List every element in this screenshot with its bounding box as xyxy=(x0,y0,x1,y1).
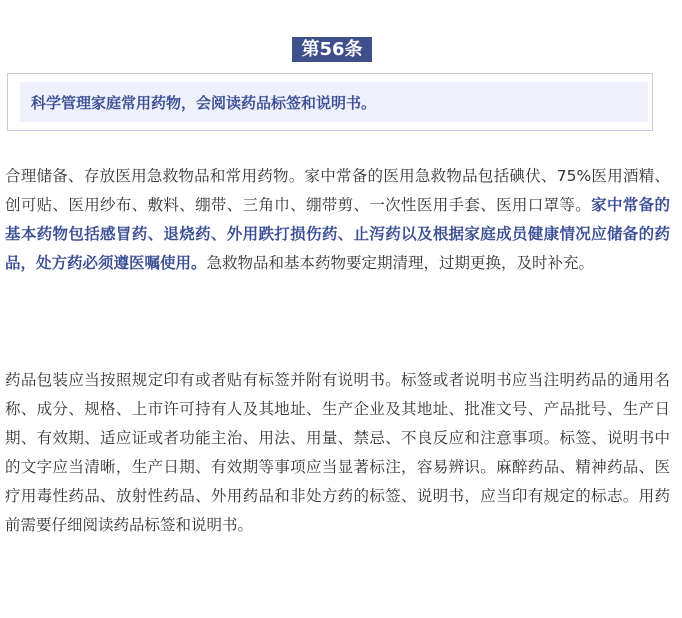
key-point-background xyxy=(20,82,648,122)
paragraph-drug-labels: 药品包装应当按照规定印有或者贴有标签并附有说明书。标签或者说明书应当注明药品的通用名称、成分、规格、上市许可持有人及其地址、生产企业及其地址、批准文号、产品批号、生产日期、有效期、适应证或者功能主治、用法、用量、禁忌、不良反应和注意事项。标签、说明书中的文字应当清晰，生产日期、有效期等事项应当显著标注，容易辨识。麻醉药品、精神药品、医疗用毒性药品、放射性药品、外用药品和非处方药的标签、说明书，应当印有规定的标志。用药前需要仔细阅读药品标签和说明书。 xyxy=(5,371,670,534)
paragraph-first-aid-supplies xyxy=(5,162,670,278)
paragraph-intro-text: 合理储备、存放医用急救物品和常用药物。家中常备的医用急救物品包括碘伏、75%医用酒精、创可贴、医用纱布、敷料、绷带、三角巾、绷带剪、一次性医用手套、医用口罩等。 xyxy=(5,167,670,214)
article-number-badge: 第56条 xyxy=(292,37,372,62)
paragraph-emphasis-text: 家中常备的基本药物包括感冒药、退烧药、外用跌打损伤药、止泻药以及根据家庭成员健康情况应储备的药品，处方药必须遵医嘱使用。 xyxy=(5,196,670,272)
paragraph-tail-text: 急救物品和基本药物要定期清理，过期更换，及时补充。 xyxy=(206,254,595,272)
key-point-text: 科学管理家庭常用药物，会阅读药品标签和说明书。 xyxy=(31,94,377,112)
key-point-box xyxy=(7,73,653,131)
